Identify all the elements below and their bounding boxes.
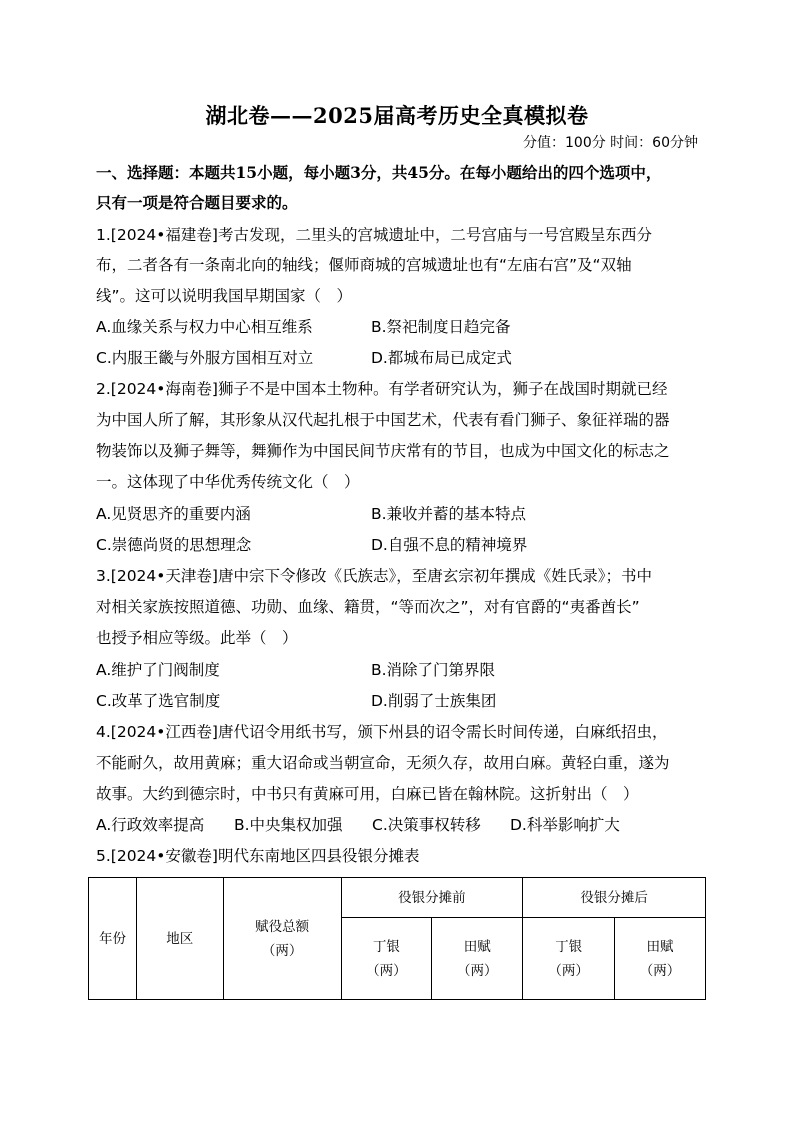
corvee-silver-table: [88, 877, 706, 1000]
section-heading: [96, 158, 700, 218]
page-title: 湖北卷——2025届高考历史全真模拟卷: [205, 103, 589, 128]
table-header-before: 役银分摊前: [341, 878, 523, 918]
question-1-option-d[interactable]: D.都城布局已成定式: [371, 349, 512, 367]
question-4-text: 4.[2024•江西卷]唐代诏令用纸书写，颁下州县的诏令需长时间传递，白麻纸招虫，: [96, 723, 668, 741]
question-1-option-b[interactable]: B.祭祀制度日趋完备: [371, 318, 511, 336]
question-4-option-a[interactable]: A.行政效率提高: [96, 816, 205, 834]
section-heading-line: 一、选择题：本题共15小题，每小题3分，共45分。在每小题给出的四个选项中，: [96, 163, 662, 182]
section-heading-line: 只有一项是符合题目要求的。: [96, 193, 298, 212]
table-header-ding-label: 丁银: [555, 938, 583, 955]
question-2-option-d[interactable]: D.自强不息的精神境界: [371, 536, 528, 554]
table-header-total-label: 赋役总额: [255, 918, 310, 935]
question-3-option-d[interactable]: D.削弱了士族集团: [371, 692, 497, 710]
question-1-option-c[interactable]: C.内服王畿与外服方国相互对立: [96, 349, 314, 367]
table-header-tian-before: [432, 918, 523, 1000]
question-2-text: 物装饰以及狮子舞等，舞狮作为中国民间节庆常有的节目，也成为中国文化的标志之: [96, 442, 670, 460]
question-3-text: 3.[2024•天津卷]唐中宗下令修改《氏族志》，至唐玄宗初年撰成《姓氏录》；书中: [96, 567, 652, 585]
question-2-option-a[interactable]: A.见贤思齐的重要内涵: [96, 505, 251, 523]
question-4-text: 不能耐久，故用黄麻；重大诏命或当朝宣命，无须久存，故用白麻。黄轻白重，遂为: [96, 754, 670, 772]
table-header-year: 年份: [89, 878, 137, 1000]
table-header-tian-after: [615, 918, 706, 1000]
question-2-option-b[interactable]: B.兼收并蓄的基本特点: [371, 505, 527, 523]
table-header-tian-label: 田赋: [646, 938, 674, 955]
question-2-option-c[interactable]: C.崇德尚贤的思想理念: [96, 536, 252, 554]
question-1-option-a[interactable]: A.血缘关系与权力中心相互维系: [96, 318, 313, 336]
question-2-text: 2.[2024•海南卷]狮子不是中国本土物种。有学者研究认为，狮子在战国时期就已经: [96, 380, 668, 398]
question-5-text: 5.[2024•安徽卷]明代东南地区四县役银分摊表: [96, 847, 420, 865]
table-header-unit: （两）: [457, 962, 498, 979]
table-header-region: 地区: [136, 878, 223, 1000]
table-header-ding-before: [341, 918, 432, 1000]
question-3-option-a[interactable]: A.维护了门阀制度: [96, 661, 220, 679]
question-3-option-b[interactable]: B.消除了门第界限: [371, 661, 496, 679]
table-header-unit: （两）: [548, 962, 589, 979]
table-header-unit: （两）: [639, 962, 681, 979]
question-4-text: 故事。大约到德宗时，中书只有黄麻可用，白麻已皆在翰林院。这折射出（ ）: [96, 785, 639, 803]
question-1-text: 布，二者各有一条南北向的轴线；偃师商城的宫城遗址也有“左庙右宫”及“双轴: [96, 256, 632, 274]
table-header-ding-after: [523, 918, 615, 1000]
question-2-text: 一。这体现了中华优秀传统文化（ ）: [96, 473, 360, 491]
question-4-option-c[interactable]: C.决策事权转移: [372, 816, 481, 834]
table-header-after: 役银分摊后: [523, 878, 706, 918]
question-3-text: 对相关家族按照道德、功勋、血缘、籍贯，“等而次之”，对有官爵的“夷番酋长”: [96, 598, 640, 616]
question-3-text: 也授予相应等级。此举（ ）: [96, 629, 298, 647]
table-header-unit: （两）: [366, 962, 407, 979]
question-4-option-b[interactable]: B.中央集权加强: [234, 816, 343, 834]
score-time-info: 分值：100分 时间：60分钟: [523, 135, 698, 151]
question-2-text: 为中国人所了解，其形象从汉代起扎根于中国艺术，代表有看门狮子、象征祥瑞的器: [96, 411, 670, 429]
table-header-total-unit: （两）: [261, 942, 303, 959]
table-header-ding-label: 丁银: [372, 938, 400, 955]
table-header-total: [223, 878, 341, 1000]
question-3-option-c[interactable]: C.改革了选官制度: [96, 692, 221, 710]
table-header-tian-label: 田赋: [463, 938, 491, 955]
question-4-option-d[interactable]: D.科举影响扩大: [510, 816, 620, 834]
question-1-text: 线”。这可以说明我国早期国家（ ）: [96, 287, 353, 305]
question-1-text: 1.[2024•福建卷]考古发现，二里头的宫城遗址中，二号宫庙与一号宫殿呈东西分: [96, 226, 652, 244]
